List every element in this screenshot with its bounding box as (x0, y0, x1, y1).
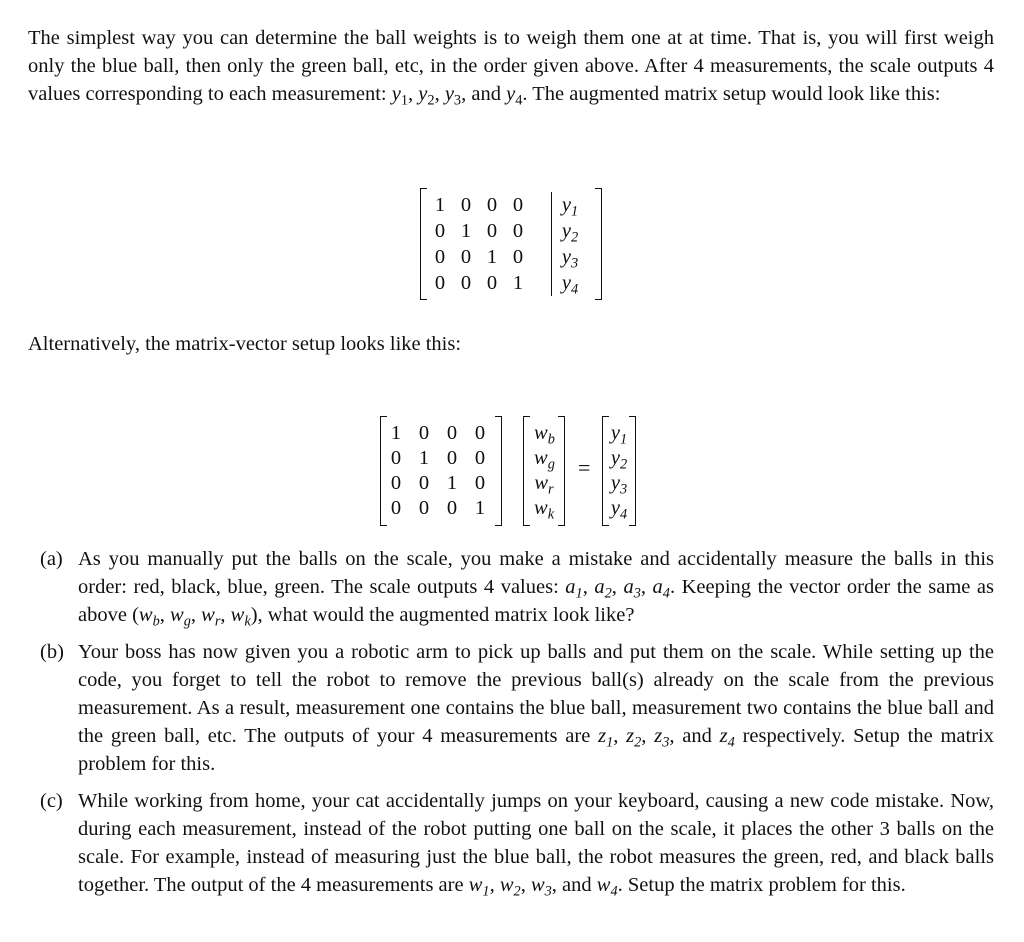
coefficient-matrix (380, 416, 502, 526)
augmented-matrix-cell: 1 (512, 272, 524, 294)
part-c (40, 787, 994, 899)
part-c-text: While working from home, your cat accidentally jumps on your keyboard, causing a new code mistake. Now, during each measurement, instead of the robot putting one ball on the scale, it places the other 3 balls on the scale. For example, instead of measuring just the blue ball, the robot measures the green, red, and black balls together. The output of the 4 measurements are $w_1$, $w_2$, $w_3$, and $w_4$. Setup the matrix problem for this. (78, 790, 994, 900)
coefficient-matrix-cell: 0 (418, 472, 430, 494)
left-bracket (602, 416, 609, 526)
coefficient-matrix-cell: 0 (446, 422, 458, 444)
augmented-rhs-cell: $y_3$ (561, 246, 579, 272)
augmented-matrix-cell: 0 (460, 246, 472, 268)
right-bracket (629, 416, 636, 526)
augmented-matrix-cell: 0 (434, 272, 446, 294)
math-y3: $y_3$ (444, 83, 462, 109)
part-a (40, 545, 994, 629)
augmented-matrix-cell: 1 (434, 194, 446, 216)
augmented-matrix-cell: 0 (486, 220, 498, 242)
coefficient-matrix-cell: 0 (446, 497, 458, 519)
alternative-text: Alternatively, the matrix-vector setup looks like this: (28, 333, 462, 355)
augmented-matrix-cell: 1 (486, 246, 498, 268)
augment-divider (551, 192, 552, 296)
right-bracket (558, 416, 565, 526)
augmented-matrix-cell: 0 (486, 272, 498, 294)
weight-vector-cell: $w_b$ (534, 422, 555, 448)
coefficient-matrix-cell: 0 (418, 497, 430, 519)
coefficient-matrix-cell: 0 (474, 447, 486, 469)
coefficient-matrix-cell: 0 (474, 422, 486, 444)
coefficient-matrix-cell: 1 (474, 497, 486, 519)
augmented-rhs-cell: $y_2$ (561, 220, 579, 246)
coefficient-matrix-cell: 1 (418, 447, 430, 469)
augmented-matrix-cell: 0 (460, 194, 472, 216)
augmented-matrix-cell: 0 (434, 220, 446, 242)
augmented-matrix-cell: 0 (512, 194, 524, 216)
augmented-rhs-cell: $y_4$ (561, 272, 579, 298)
math-y1: $y_1$ (391, 83, 409, 109)
augmented-matrix-cell: 0 (512, 246, 524, 268)
augmented-matrix-cell: 0 (486, 194, 498, 216)
coefficient-matrix-cell: 1 (446, 472, 458, 494)
part-c-label: (c) (40, 790, 63, 812)
equals-sign: = (578, 455, 591, 480)
intro-text-start: The simplest way you can determine the ball weights is to weigh them one at at time. That is, you will first weigh only the blue ball, then only the green ball, etc, in the order given above. After 4 measurements, the scale outputs 4 values corresponding to each measurement: (28, 27, 994, 105)
right-bracket (595, 188, 602, 300)
weight-vector-cell: $w_k$ (534, 497, 555, 523)
augmented-matrix-cell: 0 (460, 272, 472, 294)
result-vector (602, 416, 636, 526)
coefficient-matrix-cell: 1 (390, 422, 402, 444)
augmented-matrix-cell: 0 (512, 220, 524, 242)
part-b-label: (b) (40, 641, 64, 663)
part-b-text: Your boss has now given you a robotic arm to pick up balls and put them on the scale. While setting up the code, you forget to tell the robot to remove the previous ball(s) already on the scale from the previous measurement. As a result, measurement one contains the blue ball, measurement two contains the blue ball and the green ball, etc. The outputs of your 4 measurements are $z_1$, $z_2$, $z_3$, and $z_4$ respectively. Setup the matrix problem for this. (78, 641, 994, 775)
part-b (40, 638, 994, 778)
coefficient-matrix-cell: 0 (446, 447, 458, 469)
result-vector-cell: $y_1$ (610, 422, 628, 448)
augmented-matrix-cell: 0 (434, 246, 446, 268)
right-bracket (495, 416, 502, 526)
part-a-label: (a) (40, 548, 63, 570)
coefficient-matrix-cell: 0 (418, 422, 430, 444)
augmented-matrix-cell: 1 (460, 220, 472, 242)
coefficient-matrix-cell: 0 (390, 497, 402, 519)
math-y4: $y_4$ (506, 83, 523, 109)
left-bracket (523, 416, 530, 526)
result-vector-cell: $y_4$ (610, 497, 628, 523)
augmented-matrix (420, 188, 602, 300)
augmented-rhs-cell: $y_1$ (561, 194, 579, 220)
intro-paragraph: The simplest way you can determine the ball weights is to weigh them one at at time. That is, you will first weigh only the blue ball, then only the green ball, etc, in the order given above. After 4 measurements, the scale outputs 4 values corresponding to each measurement: $y_1$, $y_2$, $y_3$, and $y_4$. The augmented matrix setup would look like this: (28, 27, 994, 109)
math-y2: $y_2$ (418, 83, 435, 109)
result-vector-cell: $y_2$ (610, 447, 628, 473)
coefficient-matrix-cell: 0 (474, 472, 486, 494)
result-vector-cell: $y_3$ (610, 472, 628, 498)
left-bracket (420, 188, 427, 300)
coefficient-matrix-cell: 0 (390, 447, 402, 469)
intro-text-end: . The augmented matrix setup would look like this: (522, 83, 941, 105)
weight-vector (523, 416, 565, 526)
weight-vector-cell: $w_g$ (534, 447, 555, 473)
part-a-text: As you manually put the balls on the scale, you make a mistake and accidentally measure the balls in this order: red, black, blue, green. The scale outputs 4 values: $a_1$, $a_2$, $a_3$, $a_4$. Keeping the vector order the same as above ($w_b$, $w_g$, $w_r$, $w_k$), what would the augmented matrix look like? (78, 548, 994, 630)
weight-vector-cell: $w_r$ (534, 472, 554, 498)
coefficient-matrix-cell: 0 (390, 472, 402, 494)
